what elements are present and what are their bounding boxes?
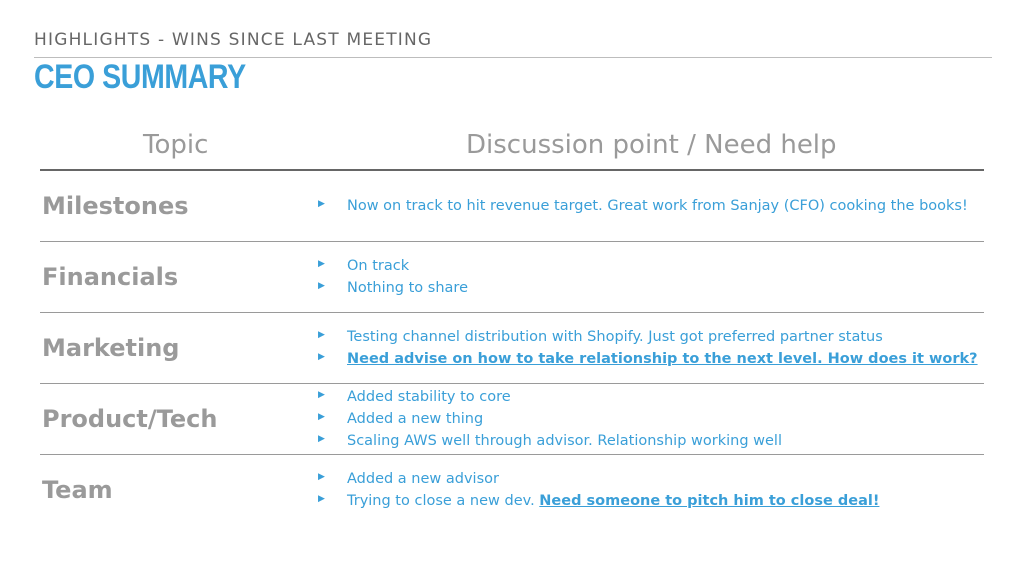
table-row-product-tech (40, 384, 984, 455)
bullet-text: Scaling AWS well through advisor. Relationship working well (347, 433, 782, 449)
triangle-right-icon: ▶ (318, 352, 325, 362)
triangle-right-icon: ▶ (318, 199, 325, 209)
table-header (40, 127, 984, 171)
slide-kicker: HIGHLIGHTS - WINS SINCE LAST MEETING (34, 30, 433, 50)
bullet-text: Added stability to core (347, 389, 511, 405)
bullet-point (318, 468, 984, 490)
row-topic: Marketing (42, 334, 180, 362)
triangle-right-icon: ▶ (318, 281, 325, 291)
bullet-text: Added a new thing (347, 411, 484, 427)
discussion-points (318, 468, 984, 512)
bullet-point (318, 348, 984, 370)
triangle-right-icon: ▶ (318, 472, 325, 482)
help-request-text: Need advise on how to take relationship to the next level. How does it work? (347, 351, 978, 367)
slide-title: CEO SUMMARY (34, 58, 246, 96)
bullet-text: Nothing to share (347, 280, 468, 296)
row-topic: Team (42, 476, 113, 504)
discussion-points (318, 195, 984, 217)
column-header-discussion: Discussion point / Need help (466, 130, 837, 160)
bullet-point (318, 408, 984, 430)
bullet-point (318, 255, 984, 277)
bullet-point (318, 195, 984, 217)
column-header-topic: Topic (143, 130, 209, 160)
triangle-right-icon: ▶ (318, 330, 325, 340)
bullet-point (318, 277, 984, 299)
table-row-milestones (40, 171, 984, 242)
triangle-right-icon: ▶ (318, 434, 325, 444)
bullet-text: Added a new advisor (347, 471, 499, 487)
bullet-text: On track (347, 258, 410, 274)
triangle-right-icon: ▶ (318, 390, 325, 400)
table-row-team (40, 455, 984, 525)
summary-table (40, 127, 984, 525)
bullet-text: Now on track to hit revenue target. Great work from Sanjay (CFO) cooking the books! (347, 198, 968, 214)
bullet-point (318, 430, 984, 452)
table-row-marketing (40, 313, 984, 384)
help-request-text: Need someone to pitch him to close deal! (539, 493, 880, 509)
table-row-financials (40, 242, 984, 313)
triangle-right-icon: ▶ (318, 259, 325, 269)
discussion-points (318, 255, 984, 299)
discussion-points (318, 326, 984, 370)
bullet-point (318, 490, 984, 512)
bullet-point (318, 326, 984, 348)
row-topic: Financials (42, 263, 179, 291)
row-topic: Product/Tech (42, 405, 218, 433)
bullet-text: Testing channel distribution with Shopify. Just got preferred partner status (347, 329, 883, 345)
row-topic: Milestones (42, 192, 189, 220)
triangle-right-icon: ▶ (318, 494, 325, 504)
discussion-points (318, 386, 984, 452)
bullet-text: Trying to close a new dev. (347, 493, 540, 509)
triangle-right-icon: ▶ (318, 412, 325, 422)
bullet-point (318, 386, 984, 408)
